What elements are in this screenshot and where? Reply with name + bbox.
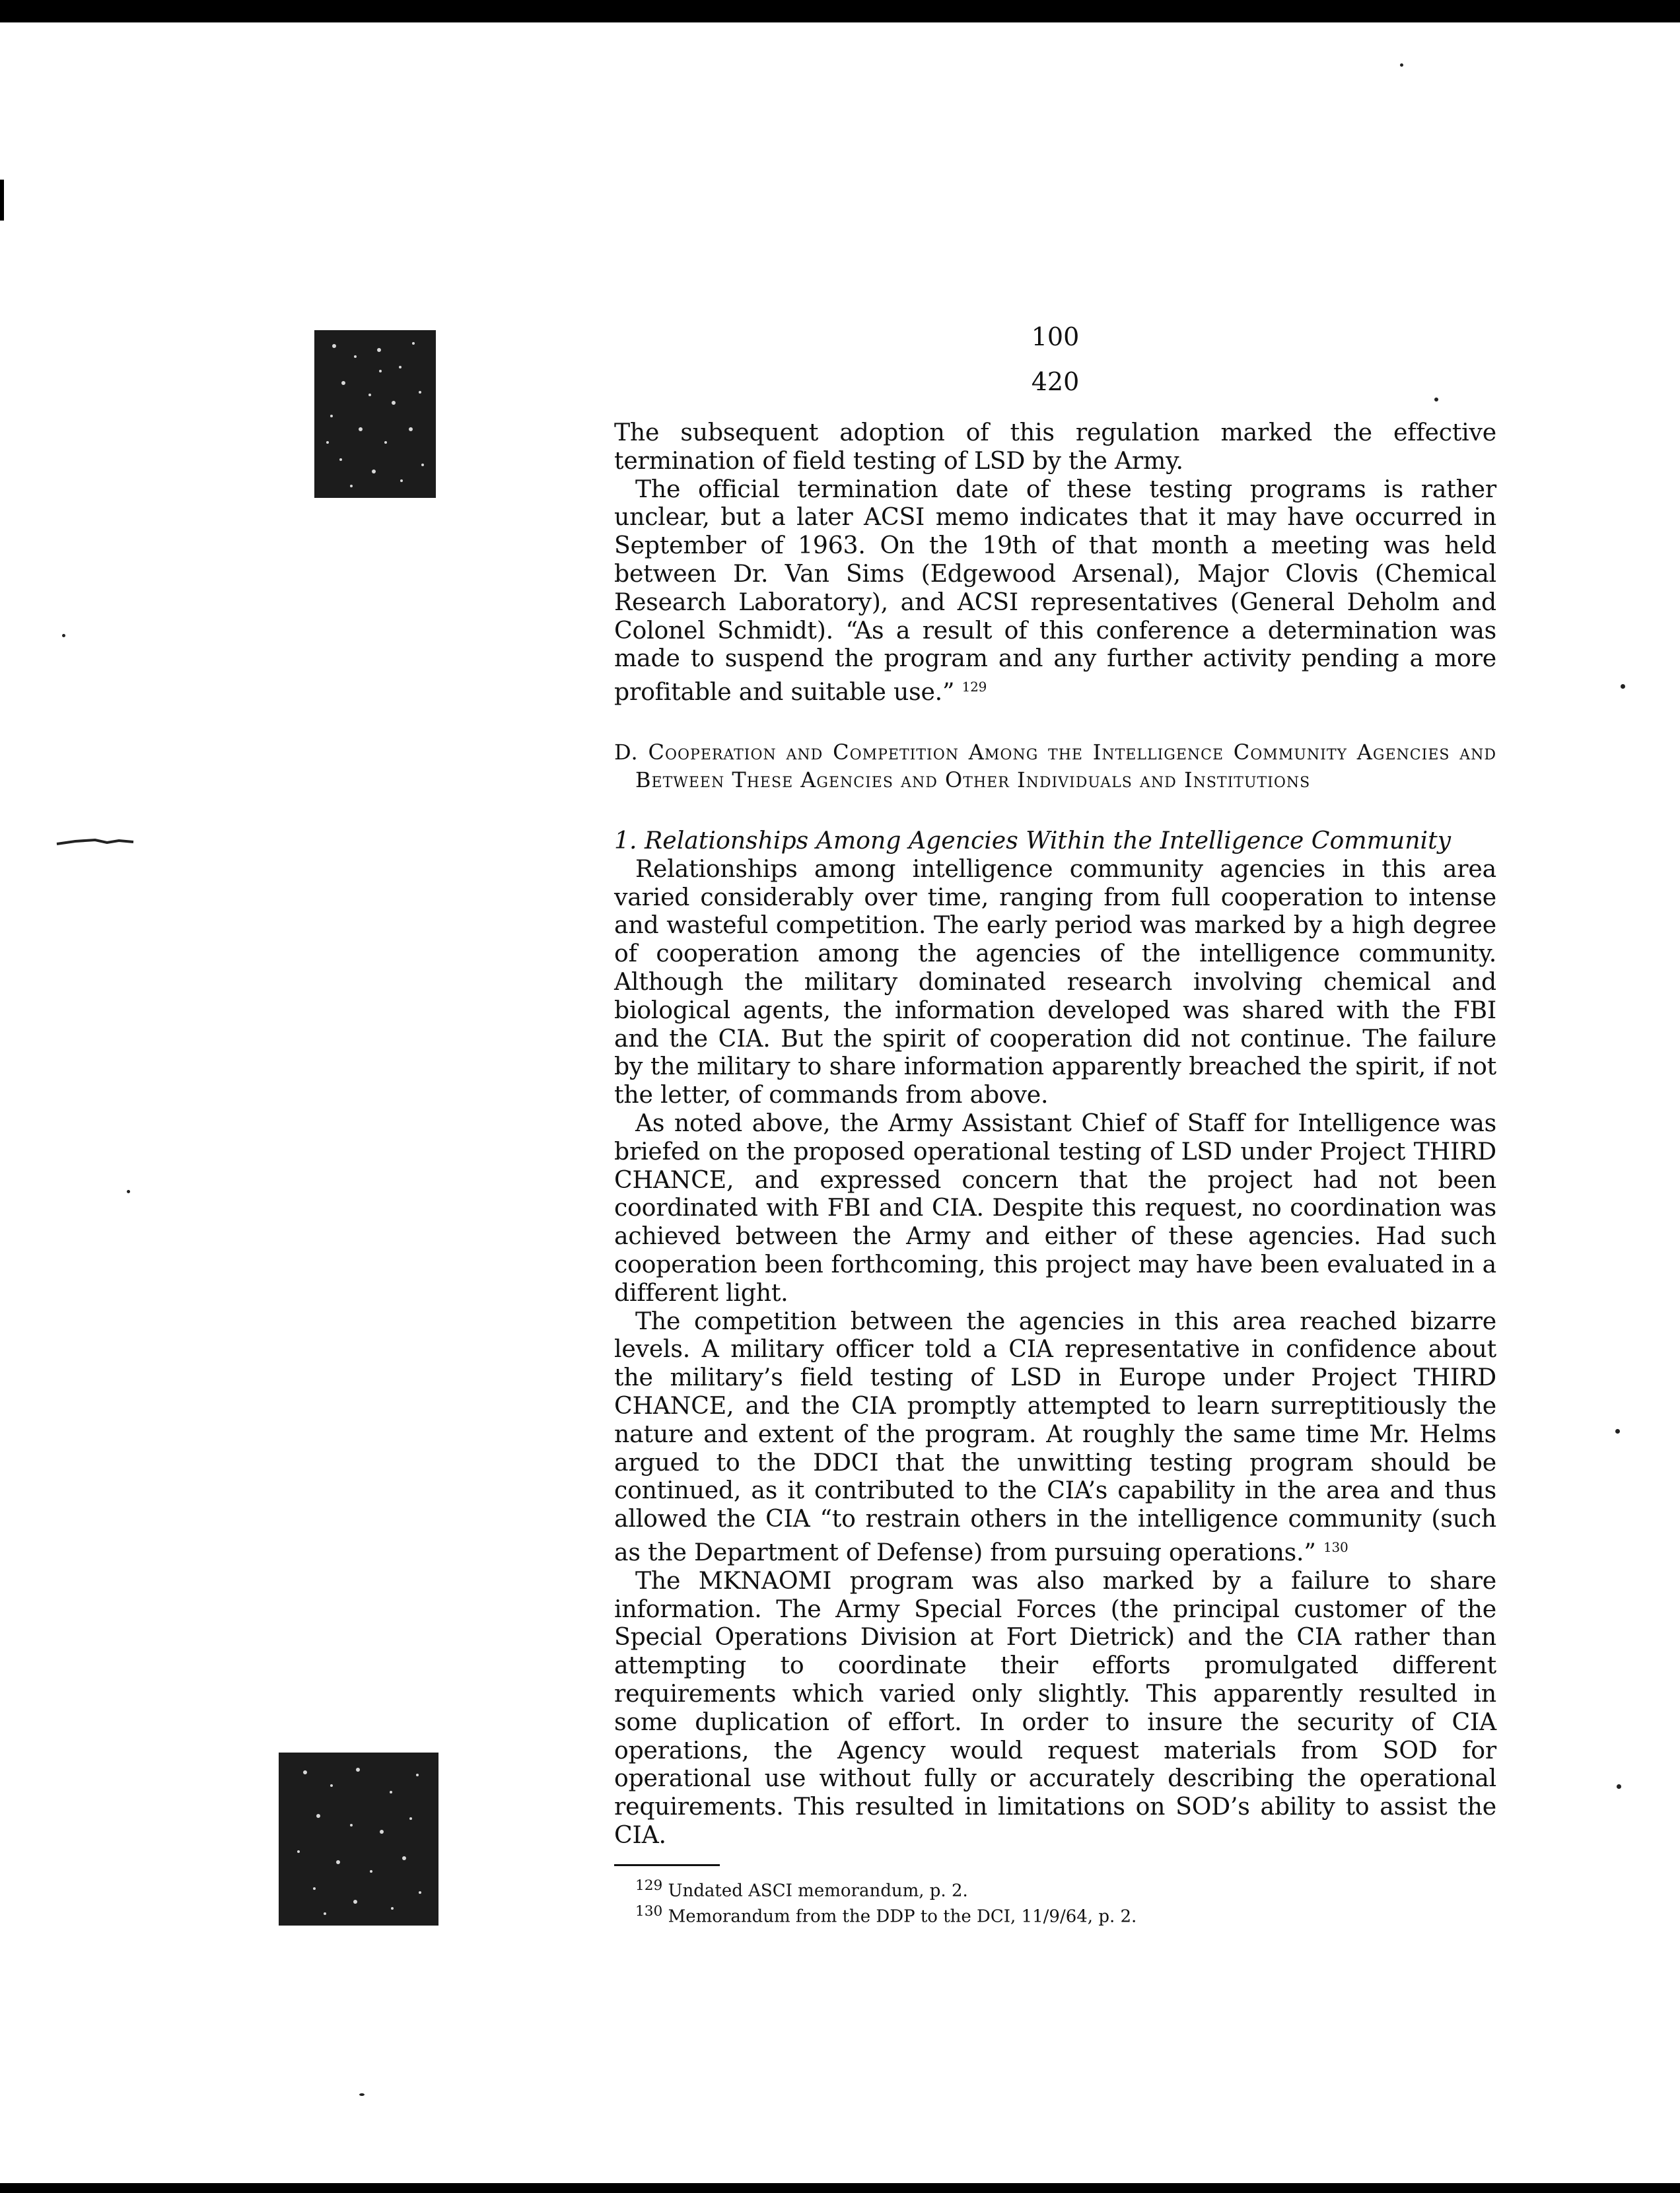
subheading: 1. Relationships Among Agencies Within the Intelligence Community: [614, 826, 1452, 855]
scan-speck: [359, 2093, 365, 2096]
footnote-text: Undated ASCI memorandum, p. 2.: [668, 1881, 968, 1901]
paragraph-termination-text: The official termination date of these testing programs is rather unclear, but a later ACSI memo indicates that it may have occurred in September of 1963. On the 19th of that month a meeting was held between Dr. Van Sims (Edgewood Arsenal), Major Clovis (Chemical Research Laboratory), and ACSI representatives (General Deholm and Colonel Schmidt). “As a result of this conference a determination was made to suspend the program and any further activity pending a more profitable and suitable use.”: [614, 474, 1496, 707]
binder-hole-top: [314, 330, 436, 498]
footnote-129: [614, 1875, 1496, 1902]
paragraph-mknaomi: The MKNAOMI program was also marked by a failure to share information. The Army Special Forces (the principal customer of the Special Operations Division at Fort Dietrick) and the CIA rather than attempting to coordinate their efforts promulgated different requirements which varied only slightly. This apparently resulted in some duplication of effort. In order to insure the security of CIA operations, the Agency would request materials from SOD for operational use without fully or accurately describing the operational requirements. This resulted in limitations on SOD’s ability to assist the CIA.: [614, 1566, 1496, 1849]
page-number: 100: [1031, 322, 1080, 351]
paragraph-relationships: Relationships among intelligence community agencies in this area varied considerably over time, ranging from full cooperation to intense and wasteful competition. The early period was marked by a high degree of cooperation among the agencies of the intelligence community. Although the military dominated research involving chemical and biological agents, the information developed was shared with the FBI and the CIA. But the spirit of cooperation did not continue. The failure by the military to share information apparently breached the spirit, if not the letter, of commands from above.: [614, 854, 1496, 1109]
footnote-ref-129: 129: [962, 679, 987, 695]
scan-smudge: [55, 837, 135, 847]
section-heading: [614, 738, 1496, 794]
paragraph-competition: [614, 1307, 1496, 1567]
paragraph-termination: [614, 475, 1496, 707]
footnote-ref-130: 130: [1323, 1539, 1348, 1555]
paragraph-intro: The subsequent adoption of this regulation marked the effective termination of field testing of LSD by the Army.: [614, 418, 1496, 475]
scan-speck: [1615, 1429, 1620, 1434]
scan-edge-mark: [0, 180, 4, 221]
scan-speck: [1621, 684, 1625, 689]
original-page-number: 420: [1031, 367, 1080, 396]
scan-speck: [1400, 63, 1403, 67]
scan-speck: [62, 634, 65, 637]
scan-border-bottom: [0, 2183, 1680, 2193]
scan-speck: [127, 1190, 130, 1193]
footnote-130: [614, 1901, 1496, 1928]
footnote-text: Memorandum from the DDP to the DCI, 11/9/64, p. 2.: [668, 1907, 1137, 1928]
binder-hole-bottom: [279, 1753, 438, 1926]
footnote-rule: [614, 1864, 720, 1866]
paragraph-competition-text: The competition between the agencies in this area reached bizarre levels. A military officer told a CIA representative in confidence about the military’s field testing of LSD in Europe under Project THIRD CHANCE, and the CIA promptly attempted to learn surreptitiously the nature and extent of the program. At roughly the same time Mr. Helms argued to the DDCI that the unwitting testing program should be continued, as it contributed to the CIA’s capability in the area and thus allowed the CIA “to restrain others in the intelligence community (such as the Department of Defense) from pursuing operations.”: [614, 1306, 1496, 1567]
footnote-mark: 129: [635, 1877, 663, 1894]
scan-border-top: [0, 0, 1680, 22]
page-content: [614, 317, 1496, 1928]
paragraph-third-chance: As noted above, the Army Assistant Chief of Staff for Intelligence was briefed on the proposed operational testing of LSD under Project THIRD CHANCE, and expressed concern that the project had not been coordinated with FBI and CIA. Despite this request, no coordination was achieved between the Army and either of these agencies. Had such cooperation been forthcoming, this project may have been evaluated in a different light.: [614, 1109, 1496, 1307]
scan-speck: [1617, 1784, 1621, 1789]
section-heading-text: D. Cooperation and Competition Among the Intelligence Community Agencies and Between These Agencies and Other Individuals and Institutions: [614, 740, 1496, 793]
footnote-mark: 130: [635, 1903, 663, 1920]
